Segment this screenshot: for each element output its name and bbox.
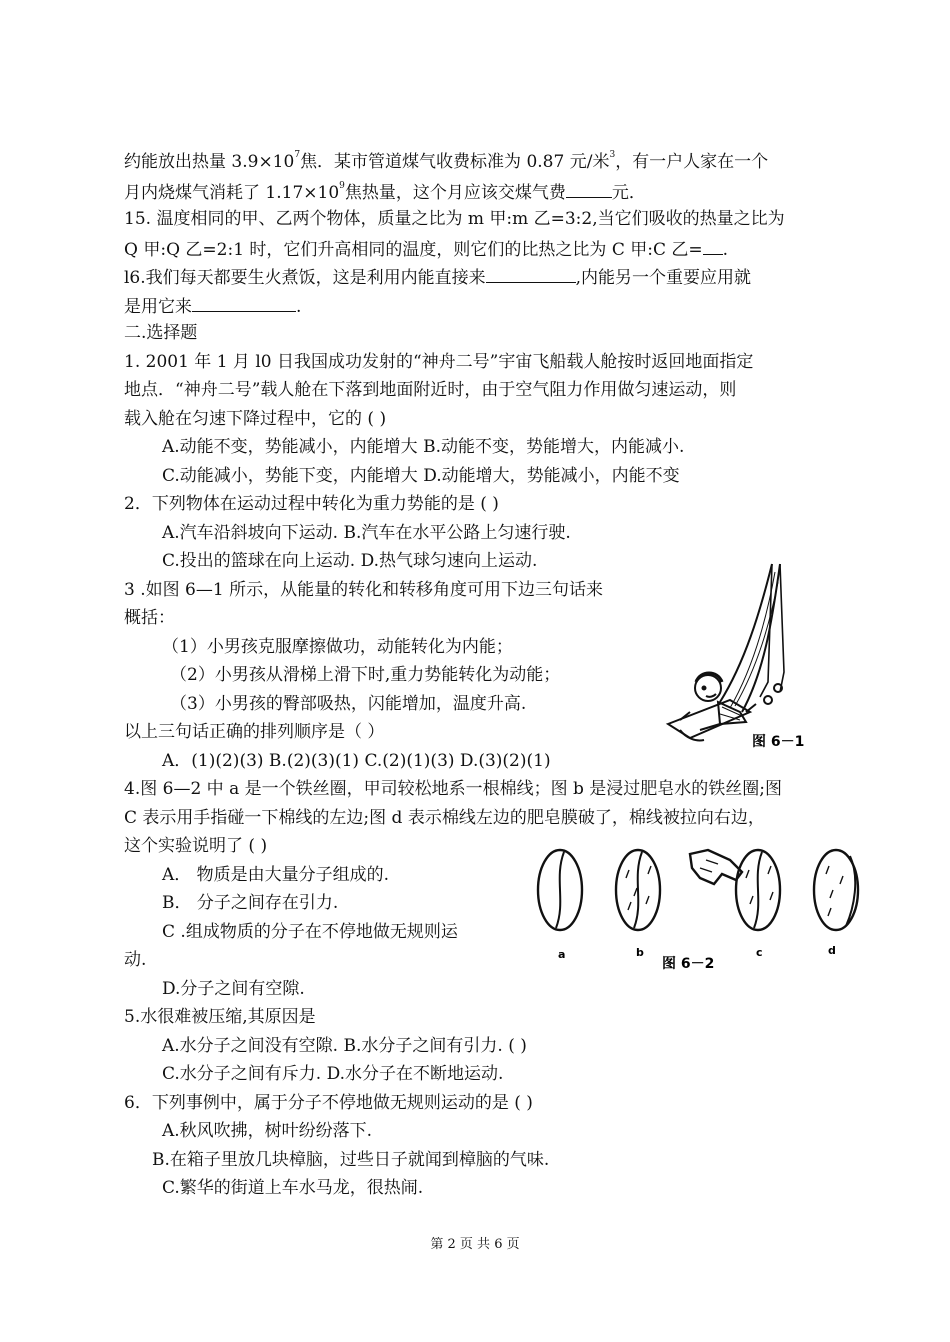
choice-4-line-1: 4.图 6—2 中 a 是一个铁丝圈，甲司较松地系一根棉线；图 b 是浸过肥皂水的铁丝圈;图 [124,779,783,799]
choice-1-line-2: 地点．“神舟二号”载人舱在下落到地面附近时，由于空气阻力作用做匀速运动，则 [124,380,737,400]
choice-4-option-b: B． 分子之间存在引力. [162,893,339,913]
figure-6-1-caption: 图 6－1 [752,734,805,750]
choice-4-line-2: C 表示用手指碰一下棉线的左边;图 d 表示棉线左边的肥皂膜破了，棉线被拉向右边， [124,808,765,828]
choice-3-line-1: 3 .如图 6—1 所示，从能量的转化和转移角度可用下边三句话来 [124,580,604,600]
choice-1-options-ab: A.动能不变，势能减小，内能增大 B.动能不变，势能增大，内能减小. [162,437,685,457]
choice-6-option-b: B.在箱子里放几块樟脑，过些日子就闻到樟脑的气味. [152,1150,550,1170]
choice-2-stem: 2．下列物体在运动过程中转化为重力势能的是 ( ) [124,494,499,514]
text-segment: 元． [611,183,646,203]
text-segment: Q 甲:Q 乙=2:1 时，它们升高相同的温度，则它们的比热之比为 C 甲:C 乙= [124,240,703,260]
figure-6-2-label-c: c [756,946,763,959]
text-segment: 月内烧煤气消耗了 1.17×10 [124,183,340,203]
choice-3-line-2: 概括： [124,608,175,628]
text-segment: 焦．某市管道煤气收费标准为 0.87 元/米 [300,152,610,172]
question-15-line-1: 15. 温度相同的甲、乙两个物体，质量之比为 m 甲:m 乙=3:2,当它们吸收的热量之比为 [124,209,785,229]
choice-4-option-c-cont: 动. [124,950,147,970]
text-segment: 焦热量，这个月应该交煤气费 [344,183,566,203]
choice-3-statement-2: （2）小男孩从滑梯上滑下时,重力势能转化为动能； [170,665,561,685]
text-segment: l6.我们每天都要生火煮饭，这是利用内能直接来 [124,268,486,288]
choice-3-prompt: 以上三句话正确的排列顺序是（ ） [124,722,385,742]
answer-blank [566,181,612,198]
superscript: 7 [294,150,301,161]
choice-3-statement-1: （1）小男孩克服摩擦做功，动能转化为内能； [162,637,513,657]
choice-1-options-cd: C.动能减小，势能下变，内能增大 D.动能增大，势能减小，内能不变 [162,466,680,486]
text-segment: ,内能另一个重要应用就 [575,268,752,288]
choice-4-option-d: D.分子之间有空隙. [162,979,305,999]
section-heading: 二.选择题 [124,323,198,343]
choice-3-options: A．(1)(2)(3) B.(2)(3)(1) C.(2)(1)(3) D.(3)(2)(1) [162,751,551,771]
text-line [124,181,646,203]
text-segment: ，有一户人家在一个 [615,152,769,172]
figure-6-2-label-a: a [558,948,566,961]
text-line [124,152,768,172]
choice-6-option-c: C.繁华的街道上车水马龙，很热闹. [162,1178,424,1198]
choice-6-stem: 6．下列事例中，属于分子不停地做无规则运动的是 ( ) [124,1093,533,1113]
text-segment: . [296,297,302,317]
choice-2-options-cd: C.投出的篮球在向上运动. D.热气球匀速向上运动. [162,551,538,571]
choice-5-options-cd: C.水分子之间有斥力. D.水分子在不断地运动. [162,1064,504,1084]
choice-6-option-a: A.秋风吹拂，树叶纷纷落下. [162,1121,373,1141]
choice-5-stem: 5.水很难被压缩,其原因是 [124,1007,316,1027]
page-footer: 第 2 页 共 6 页 [430,1237,520,1252]
choice-2-options-ab: A.汽车沿斜坡向下运动. B.汽车在水平公路上匀速行驶. [162,523,571,543]
figure-6-2-soap-film [530,838,860,978]
choice-1-line-3: 载入舱在匀速下降过程中，它的 ( ) [124,409,387,429]
answer-blank [486,266,576,283]
text-segment: . [722,240,729,260]
choice-4-option-c: C .组成物质的分子在不停地做无规则运 [162,922,458,942]
figure-6-2-label-b: b [636,946,644,959]
choice-4-line-3: 这个实验说明了 ( ) [124,836,268,856]
superscript: 9 [339,181,345,192]
figure-6-1-slide [660,562,820,754]
answer-blank [703,238,723,255]
choice-1-line-1: 1. 2001 年 1 月 l0 日我国成功发射的“神舟二号”宇宙飞船载人舱按时返回地面指定 [124,352,754,372]
question-15-line-2 [124,238,728,260]
figure-6-2-label-d: d [828,944,836,957]
text-segment: 约能放出热量 3.9×10 [124,152,295,172]
question-16-line-1 [124,266,751,288]
superscript: 3 [609,150,616,161]
choice-5-options-ab: A.水分子之间没有空隙. B.水分子之间有引力. ( ) [162,1036,527,1056]
choice-4-option-a: A． 物质是由大量分子组成的. [162,865,390,885]
choice-3-statement-3: （3）小男孩的臀部吸热，闪能增加，温度升高. [170,694,527,714]
question-16-line-2 [124,295,301,317]
answer-blank [192,295,296,312]
text-segment: 是用它来 [124,297,192,317]
figure-6-2-caption: 图 6－2 [662,956,715,972]
